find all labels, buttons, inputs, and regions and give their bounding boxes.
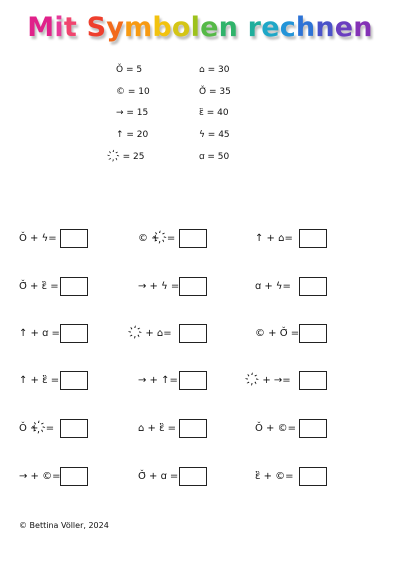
title-letter: r <box>247 12 262 43</box>
answer-box[interactable] <box>299 419 327 438</box>
legend-entry: ϟ = 45 <box>199 130 230 141</box>
legend-entry: → = 15 <box>116 108 149 119</box>
legend-entry: ↑ = 20 <box>116 130 149 141</box>
answer-box[interactable] <box>179 324 207 343</box>
title-letter: e <box>261 12 280 43</box>
legend-right <box>199 62 231 170</box>
title-letter <box>77 12 87 43</box>
answer-box[interactable] <box>299 229 327 248</box>
answer-box[interactable] <box>299 371 327 390</box>
answer-box[interactable] <box>299 467 327 486</box>
title-letter: t <box>63 12 77 43</box>
task-expression: ↑ + ⌂= <box>255 233 293 244</box>
task-expression: Ǒ + ҉= <box>19 423 55 434</box>
task-expression: Ǒ̃ + ꭤ = <box>138 471 179 482</box>
answer-box[interactable] <box>179 277 207 296</box>
title-letter: n <box>315 12 335 43</box>
title-letter: y <box>106 12 125 43</box>
title-letter: l <box>190 12 201 43</box>
title-letter: M <box>27 12 55 43</box>
answer-box[interactable] <box>299 277 327 296</box>
task-expression: ↑ + ἓ = <box>19 375 60 386</box>
task-expression: ἓ + ©= <box>255 471 294 482</box>
title-letter: S <box>86 12 107 43</box>
answer-box[interactable] <box>60 467 88 486</box>
answer-box[interactable] <box>60 277 88 296</box>
title-letter: m <box>124 12 153 43</box>
title-letter: b <box>152 12 172 43</box>
legend-entry: ҉ = 25 <box>116 151 145 162</box>
title-letter: c <box>279 12 296 43</box>
task-expression: © + Ǒ̃ = <box>255 328 300 339</box>
legend-entry: ⌂ = 30 <box>199 65 230 75</box>
task-expression: ҉ + ⌂= <box>138 328 172 339</box>
legend-entry: © = 10 <box>116 86 150 97</box>
answer-box[interactable] <box>60 229 88 248</box>
title-letter: n <box>353 12 373 43</box>
task-expression: ⌂ + ἓ = <box>138 423 177 434</box>
task-expression: © + ҉= <box>138 233 176 244</box>
title-letter <box>238 12 248 43</box>
task-expression: ҉ + →= <box>255 375 291 386</box>
task-expression: → + ϟ = <box>138 281 180 292</box>
answer-box[interactable] <box>179 467 207 486</box>
task-expression: → + ↑= <box>138 375 178 386</box>
task-expression: Ǒ + ϟ= <box>19 233 57 244</box>
title-letter: h <box>295 12 316 43</box>
title-letter: o <box>171 12 191 43</box>
copyright-footer: © Bettina Völler, 2024 <box>19 521 109 530</box>
title-letter: n <box>218 12 239 43</box>
answer-box[interactable] <box>179 419 207 438</box>
task-expression: ꭤ + ϟ= <box>255 281 291 292</box>
task-expression: Ǒ̃ + ἓ = <box>19 281 59 292</box>
legend-left <box>116 62 150 170</box>
page-title <box>0 12 400 43</box>
title-letter: i <box>54 12 64 43</box>
task-expression: ↑ + ꭤ = <box>19 328 60 339</box>
task-expression: → + ©= <box>19 471 61 482</box>
legend-entry: ꭤ = 50 <box>199 151 230 162</box>
answer-box[interactable] <box>179 371 207 390</box>
legend-entry: ἓ = 40 <box>199 108 229 119</box>
legend-entry: Ǒ = 5 <box>116 65 143 75</box>
answer-box[interactable] <box>60 419 88 438</box>
answer-box[interactable] <box>60 324 88 343</box>
answer-box[interactable] <box>179 229 207 248</box>
legend-entry: Ǒ̃ = 35 <box>199 86 231 97</box>
title-letter: e <box>334 12 354 43</box>
answer-box[interactable] <box>299 324 327 343</box>
task-expression: Ǒ + ©= <box>255 423 296 434</box>
answer-box[interactable] <box>60 371 88 390</box>
title-letter: e <box>200 12 219 43</box>
